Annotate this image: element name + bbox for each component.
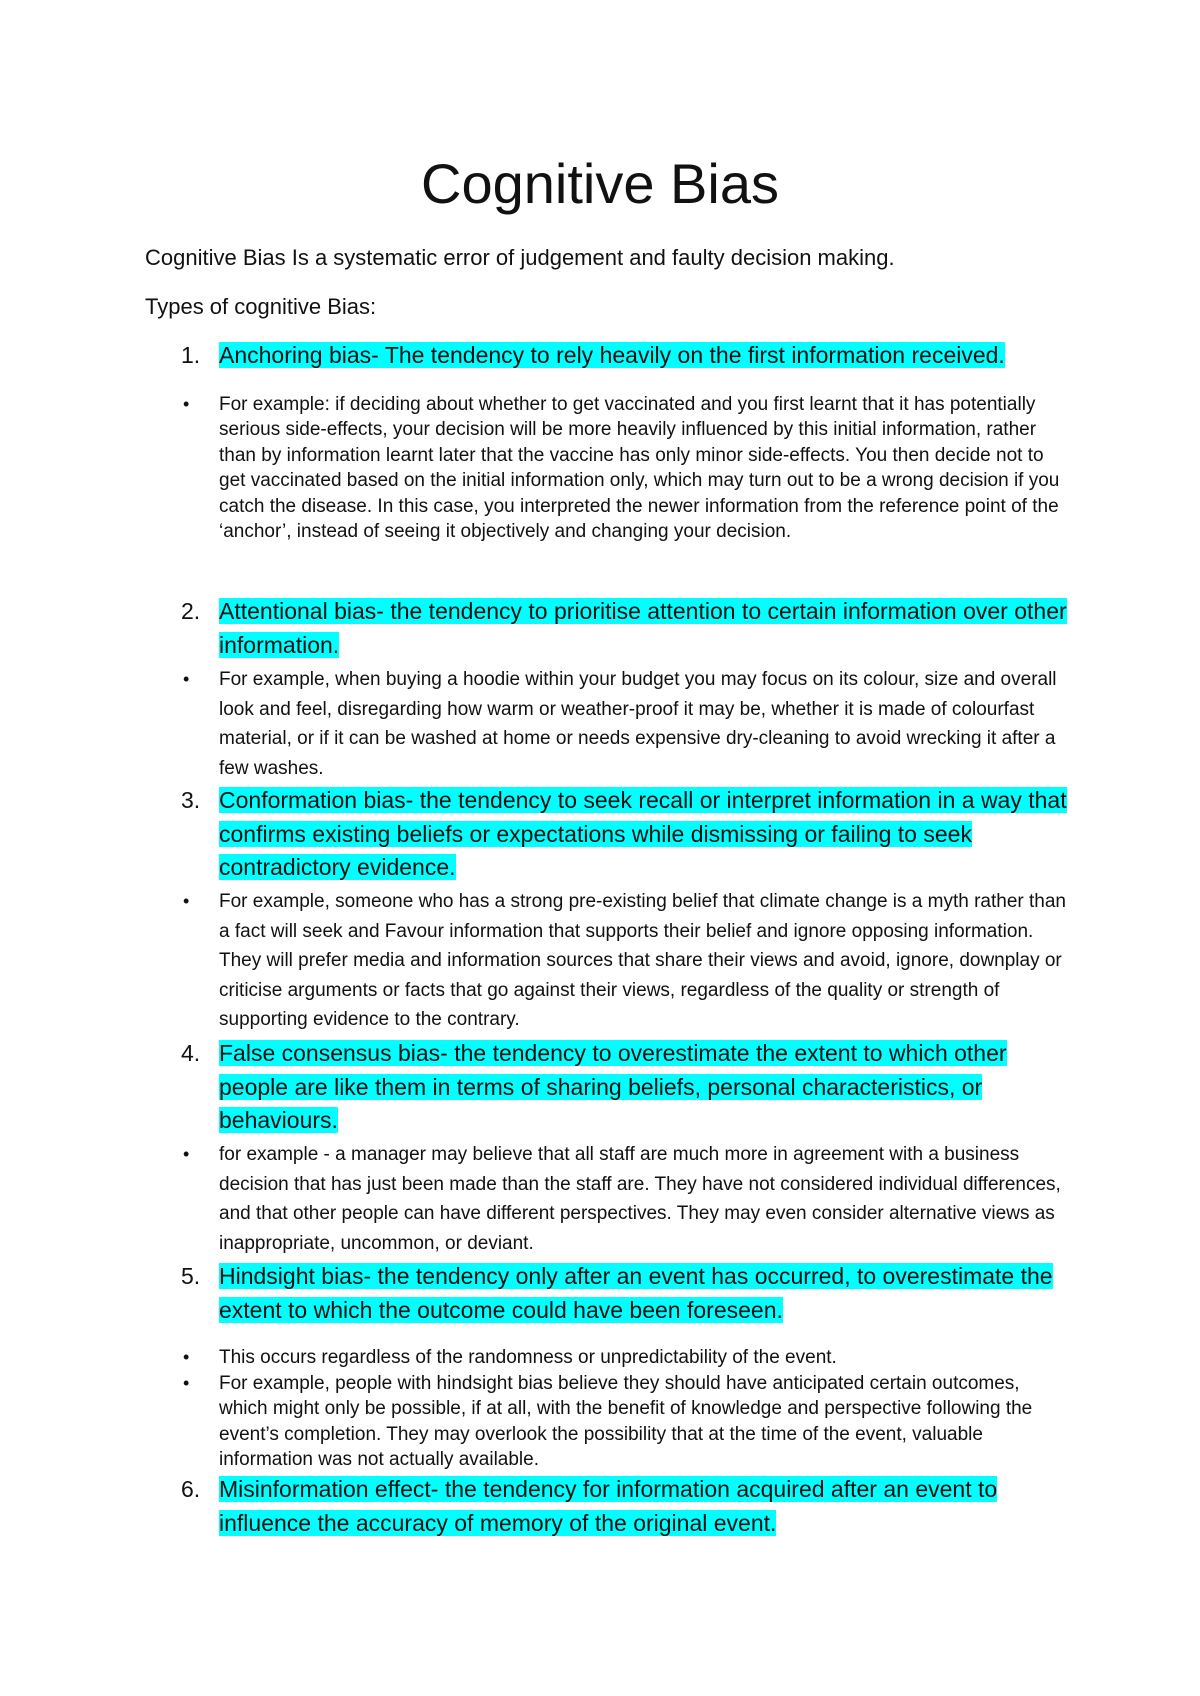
bullet-text: For example: if deciding about whether to get vaccinated and you first learnt that it has potentially serious side-effects, your decision will be more heavily influenced by this initial information, rather than by information learnt later that the vaccine has only minor side-effects. You then decide not to get vaccinated based on the initial information only, which may turn out to be a wrong decision if you catch the disease. In this case, you interpreted the newer information from the reference point of the ‘anchor’, instead of seeing it objectively and changing your decision. <box>219 394 1060 543</box>
bullet-dot-icon: • <box>183 1144 190 1164</box>
item-number: 5. <box>181 1263 201 1289</box>
highlighted-heading: False consensus bias- the tendency to overestimate the extent to which other people are like them in terms of sharing beliefs, personal characteristics, or behaviours. <box>219 1040 1007 1133</box>
intro-paragraph: Cognitive Bias Is a systematic error of judgement and faulty decision making. <box>145 245 895 270</box>
document-title: Cognitive Bias <box>421 152 779 215</box>
bullet-text: for example - a manager may believe that all staff are much more in agreement with a business decision that has just been made than the staff are. They have not considered individual differences, and that other people can have different perspectives. They may even consider alternative views as inappropriate, uncommon, or deviant. <box>219 1144 1061 1254</box>
bullet-text: For example, people with hindsight bias believe they should have anticipated certain outcomes, which might only be possible, if at all, with the benefit of knowledge and perspective following the event’s completion. They may overlook the possibility that at the time of the event, valuable information was not actually available. <box>219 1373 1033 1471</box>
bullet-dot-icon: • <box>183 1347 190 1367</box>
item-number: 1. <box>181 342 201 368</box>
types-label: Types of cognitive Bias: <box>145 294 377 319</box>
highlighted-heading: Anchoring bias- The tendency to rely heavily on the first information received. <box>219 342 1005 368</box>
item-heading <box>219 1037 1069 1138</box>
bullet-text: For example, someone who has a strong pre-existing belief that climate change is a myth rather than a fact will seek and Favour information that supports their belief and ignore opposing information. They will prefer media and information sources that share their views and avoid, ignore, downplay or criticise arguments or facts that go against their views, regardless of the quality or strength of supporting evidence to the contrary. <box>219 891 1066 1031</box>
item-heading <box>219 784 1069 885</box>
item-number: 3. <box>181 787 201 813</box>
item-number: 4. <box>181 1040 201 1066</box>
item-heading <box>219 339 1069 373</box>
item-number: 6. <box>181 1476 201 1502</box>
bullet-text: For example, when buying a hoodie within your budget you may focus on its colour, size and overall look and feel, disregarding how warm or weather-proof it may be, whether it is made of colourfast material, or if it can be washed at home or needs expensive dry-cleaning to avoid wrecking it after a few washes. <box>219 669 1057 779</box>
bullet-dot-icon: • <box>183 891 190 911</box>
highlighted-heading: Hindsight bias- the tendency only after an event has occurred, to overestimate the extent to which the outcome could have been foreseen. <box>219 1263 1053 1323</box>
highlighted-heading: Conformation bias- the tendency to seek recall or interpret information in a way that confirms existing beliefs or expectations while dismissing or failing to seek contradictory evidence. <box>219 787 1067 880</box>
item-heading <box>219 595 1069 662</box>
item-heading <box>219 1473 1069 1540</box>
bullet-dot-icon: • <box>183 669 190 689</box>
highlighted-heading: Misinformation effect- the tendency for information acquired after an event to influence the accuracy of memory of the original event. <box>219 1476 998 1536</box>
bullet-dot-icon: • <box>183 1373 190 1393</box>
item-heading <box>219 1260 1069 1327</box>
item-number: 2. <box>181 598 201 624</box>
highlighted-heading: Attentional bias- the tendency to prioritise attention to certain information over other information. <box>219 598 1067 658</box>
bullet-text: This occurs regardless of the randomness or unpredictability of the event. <box>219 1347 837 1368</box>
bullet-dot-icon: • <box>183 394 190 414</box>
